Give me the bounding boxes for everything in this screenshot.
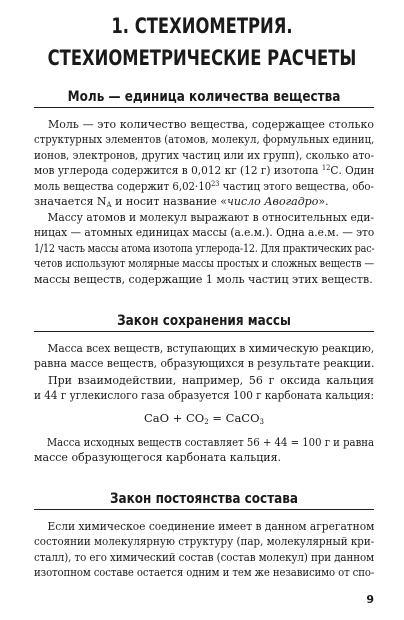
avogadro-exponent: 23 bbox=[211, 179, 220, 188]
text-span: частиц этого вещества, обо- bbox=[219, 179, 374, 193]
text-line: Массу атомов и молекул выражают в относительных еди- bbox=[47, 211, 374, 224]
text-line: Масса исходных веществ составляет 56 + 44 = 100 г и равна bbox=[46, 436, 374, 449]
text-line: состоянии молекулярную структуру (пар, молекулярный кри- bbox=[34, 535, 375, 549]
text-line: ницах — атомных единицах массы (а.е.м.). Одна а.е.м. — это bbox=[34, 226, 375, 240]
text-span: и носит название « bbox=[115, 194, 228, 208]
text-span: значается N bbox=[34, 194, 107, 208]
equation-text: CaO + CO bbox=[143, 411, 205, 425]
text-line bbox=[34, 163, 374, 178]
text-line: массе образующегося карбоната кальция. bbox=[34, 451, 282, 465]
text-line: Масса всех веществ, вступающих в химическую реакцию, bbox=[47, 342, 375, 355]
text-span: ». bbox=[318, 194, 329, 208]
text-line: четов используют молярные массы простых и сложных веществ — bbox=[34, 257, 374, 271]
equation-text: = CaCO bbox=[208, 411, 260, 425]
text-line: 1/12 часть массы атома изотопа углерода-12. Для практических рас- bbox=[34, 241, 375, 255]
text-line: структурных элементов (атомов, молекул, формульных единиц, bbox=[34, 133, 375, 147]
section-rule bbox=[34, 509, 374, 510]
chapter-title bbox=[44, 10, 359, 74]
paragraph-conclusion bbox=[34, 435, 374, 466]
equation-subscript: 3 bbox=[259, 418, 265, 426]
isotope-mass-superscript: 12 bbox=[321, 164, 331, 173]
text-line: равна массе веществ, образующихся в результате реакции. bbox=[34, 357, 375, 371]
chapter-title-line-1: 1. СТЕХИОМЕТРИЯ. bbox=[111, 14, 293, 38]
section-heading-mass-conservation: Закон сохранения массы bbox=[117, 313, 291, 329]
text-line: и 44 г углекислого газа образуется 100 г карбоната кальция: bbox=[34, 389, 375, 403]
text-line: Моль — это количество вещества, содержащее столько bbox=[48, 118, 374, 131]
paragraph-mass-law bbox=[34, 341, 374, 372]
paragraph-atomic-mass bbox=[34, 210, 374, 287]
text-line: изотопном составе остается одним и тем же независимо от спо- bbox=[34, 566, 375, 580]
text-line: сталл), то его химический состав (состав молекул) при данном bbox=[34, 550, 375, 564]
paragraph-composition-law bbox=[34, 519, 374, 581]
equation-subscript: 2 bbox=[204, 418, 209, 426]
paragraph-example bbox=[34, 373, 374, 404]
page-number: 9 bbox=[366, 593, 374, 606]
text-span: мов углерода содержится в 0,012 кг (12 г) изотопа bbox=[34, 164, 319, 178]
text-line: При взаимодействии, например, 56 г оксида кальция bbox=[48, 374, 374, 387]
section-heading-mole: Моль — единица количества вещества bbox=[67, 89, 341, 105]
text-line: массы веществ, содержащие 1 моль частиц этих веществ. bbox=[34, 272, 373, 286]
text-span: С. Один bbox=[330, 164, 375, 178]
text-line bbox=[34, 179, 374, 194]
text-line: ионов, электронов, других частиц или их групп), сколько ато- bbox=[34, 148, 374, 162]
paragraph-mole-definition bbox=[34, 117, 374, 209]
section-rule bbox=[34, 331, 374, 332]
avogadro-subscript: A bbox=[106, 200, 112, 209]
chapter-title-line-2: СТЕХИОМЕТРИЧЕСКИЕ РАСЧЕТЫ bbox=[47, 46, 357, 70]
text-line: Если химическое соединение имеет в данном агрегатном bbox=[47, 520, 375, 533]
section-rule bbox=[34, 107, 374, 108]
text-line bbox=[34, 194, 374, 209]
avogadro-term: число Авогадро bbox=[227, 194, 319, 208]
text-span: моль вещества содержит 6,02·10 bbox=[34, 179, 212, 193]
section-heading-constant-composition: Закон постоянства состава bbox=[109, 491, 299, 507]
reaction-equation bbox=[34, 410, 374, 426]
